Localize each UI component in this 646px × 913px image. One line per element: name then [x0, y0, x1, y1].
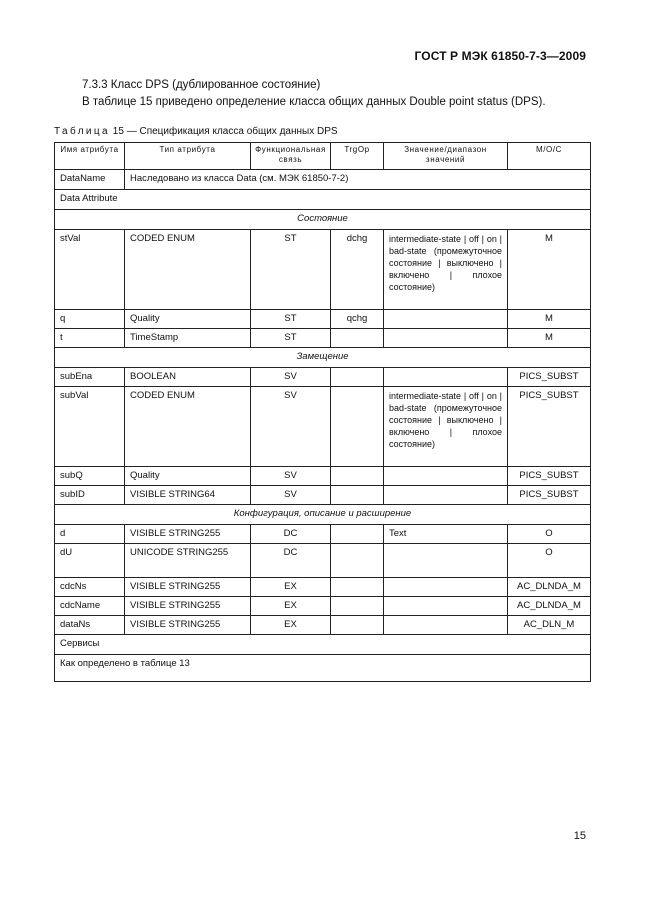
cell-fc: DC — [251, 544, 331, 578]
cell-moc: M — [508, 310, 591, 329]
header-value-range: Значение/диапазон значений — [384, 143, 508, 170]
cell-trgop — [331, 597, 384, 616]
cell-fc: EX — [251, 578, 331, 597]
cell-type: VISIBLE STRING255 — [125, 525, 251, 544]
cell-fc: SV — [251, 467, 331, 486]
cell-moc: AC_DLN_M — [508, 616, 591, 635]
cell-values: intermediate-state | off | on | bad-state (промежуточное состояние | выключено | включено | плохое состояние) — [384, 387, 508, 467]
page-number: 15 — [573, 830, 586, 842]
cell-name: cdcNs — [55, 578, 125, 597]
cell-values — [384, 597, 508, 616]
cell-trgop — [331, 329, 384, 348]
header-attribute-name: Имя атрибута — [55, 143, 125, 170]
cell-type: VISIBLE STRING255 — [125, 616, 251, 635]
table-caption-rest: 15 — Спецификация класса общих данных DPS — [112, 126, 338, 137]
cell-moc: PICS_SUBST — [508, 486, 591, 505]
table-row — [55, 486, 591, 505]
services-text-row — [55, 655, 591, 682]
section-heading: 7.3.3 Класс DPS (дублированное состояние) — [82, 79, 321, 91]
table-row — [55, 329, 591, 348]
cell-trgop — [331, 387, 384, 467]
cell-trgop — [331, 467, 384, 486]
cell-fc: ST — [251, 310, 331, 329]
cell-moc: M — [508, 329, 591, 348]
table-row — [55, 310, 591, 329]
header-moc: М/О/С — [508, 143, 591, 170]
cell-name: d — [55, 525, 125, 544]
cell-name: q — [55, 310, 125, 329]
cell-trgop — [331, 525, 384, 544]
cell-type: BOOLEAN — [125, 368, 251, 387]
table-row — [55, 525, 591, 544]
cell-fc: ST — [251, 230, 331, 310]
cell-moc: M — [508, 230, 591, 310]
cell-moc: PICS_SUBST — [508, 387, 591, 467]
cell-trgop — [331, 616, 384, 635]
section-row-substitution — [55, 348, 591, 368]
cell-fc: DC — [251, 525, 331, 544]
cell-values — [384, 368, 508, 387]
cell-name: dataNs — [55, 616, 125, 635]
section-configuration: Конфигурация, описание и расширение — [55, 505, 591, 525]
cell-moc: AC_DLNDA_M — [508, 578, 591, 597]
cell-values — [384, 310, 508, 329]
cell-trgop — [331, 486, 384, 505]
cell-type: VISIBLE STRING255 — [125, 578, 251, 597]
cell-name: stVal — [55, 230, 125, 310]
section-text: В таблице 15 приведено определение класса общих данных Double point status (DPS). — [82, 96, 546, 108]
table-row — [55, 597, 591, 616]
cell-name: subID — [55, 486, 125, 505]
cell-type: UNICODE STRING255 — [125, 544, 251, 578]
cell-fc: SV — [251, 486, 331, 505]
cell-name: cdcName — [55, 597, 125, 616]
services-label: Сервисы — [55, 635, 591, 655]
cell-values — [384, 486, 508, 505]
table-row — [55, 230, 591, 310]
cell-fc: EX — [251, 597, 331, 616]
cell-values — [384, 544, 508, 578]
cell-values — [384, 616, 508, 635]
header-trgop: TrgOp — [331, 143, 384, 170]
table-row — [55, 387, 591, 467]
cell-values — [384, 467, 508, 486]
services-text: Как определено в таблице 13 — [55, 655, 591, 682]
cell-values: intermediate-state | off | on | bad-state (промежуточное состояние | выключено | включено | плохое состояние) — [384, 230, 508, 310]
cell-name: dU — [55, 544, 125, 578]
cell-type: CODED ENUM — [125, 230, 251, 310]
data-attribute-row — [55, 190, 591, 210]
table-caption-prefix: Таблица — [54, 126, 111, 137]
table-caption — [54, 126, 338, 137]
dataname-row — [55, 170, 591, 190]
cell-values — [384, 329, 508, 348]
cell-moc: AC_DLNDA_M — [508, 597, 591, 616]
cell-type: VISIBLE STRING255 — [125, 597, 251, 616]
cell-trgop: dchg — [331, 230, 384, 310]
section-row-configuration — [55, 505, 591, 525]
section-substitution: Замещение — [55, 348, 591, 368]
cell-trgop — [331, 578, 384, 597]
cell-moc: O — [508, 525, 591, 544]
cell-type: Quality — [125, 310, 251, 329]
data-attribute-label: Data Attribute — [55, 190, 591, 210]
cell-type: TimeStamp — [125, 329, 251, 348]
cell-trgop: qchg — [331, 310, 384, 329]
cell-values — [384, 578, 508, 597]
cell-moc: O — [508, 544, 591, 578]
table-row — [55, 616, 591, 635]
table-row — [55, 467, 591, 486]
cell-fc: EX — [251, 616, 331, 635]
header-attribute-type: Тип атрибута — [125, 143, 251, 170]
cell-name: subVal — [55, 387, 125, 467]
table-row — [55, 544, 591, 578]
cell-fc: SV — [251, 368, 331, 387]
dps-spec-table — [54, 142, 591, 682]
cell-moc: PICS_SUBST — [508, 467, 591, 486]
document-code: ГОСТ Р МЭК 61850-7-3—2009 — [414, 49, 586, 63]
dataname-value: Наследовано из класса Data (см. МЭК 61850-7-2) — [125, 170, 591, 190]
section-row-state — [55, 210, 591, 230]
cell-name: subEna — [55, 368, 125, 387]
cell-values: Text — [384, 525, 508, 544]
cell-trgop — [331, 544, 384, 578]
cell-type: Quality — [125, 467, 251, 486]
table-row — [55, 368, 591, 387]
cell-name: t — [55, 329, 125, 348]
header-functional-constraint: Функциональная связь — [251, 143, 331, 170]
cell-fc: ST — [251, 329, 331, 348]
cell-type: VISIBLE STRING64 — [125, 486, 251, 505]
cell-fc: SV — [251, 387, 331, 467]
cell-trgop — [331, 368, 384, 387]
dataname-label: DataName — [55, 170, 125, 190]
cell-moc: PICS_SUBST — [508, 368, 591, 387]
table-row — [55, 578, 591, 597]
services-row — [55, 635, 591, 655]
section-state: Состояние — [55, 210, 591, 230]
table-header-row — [55, 143, 591, 170]
cell-type: CODED ENUM — [125, 387, 251, 467]
cell-name: subQ — [55, 467, 125, 486]
